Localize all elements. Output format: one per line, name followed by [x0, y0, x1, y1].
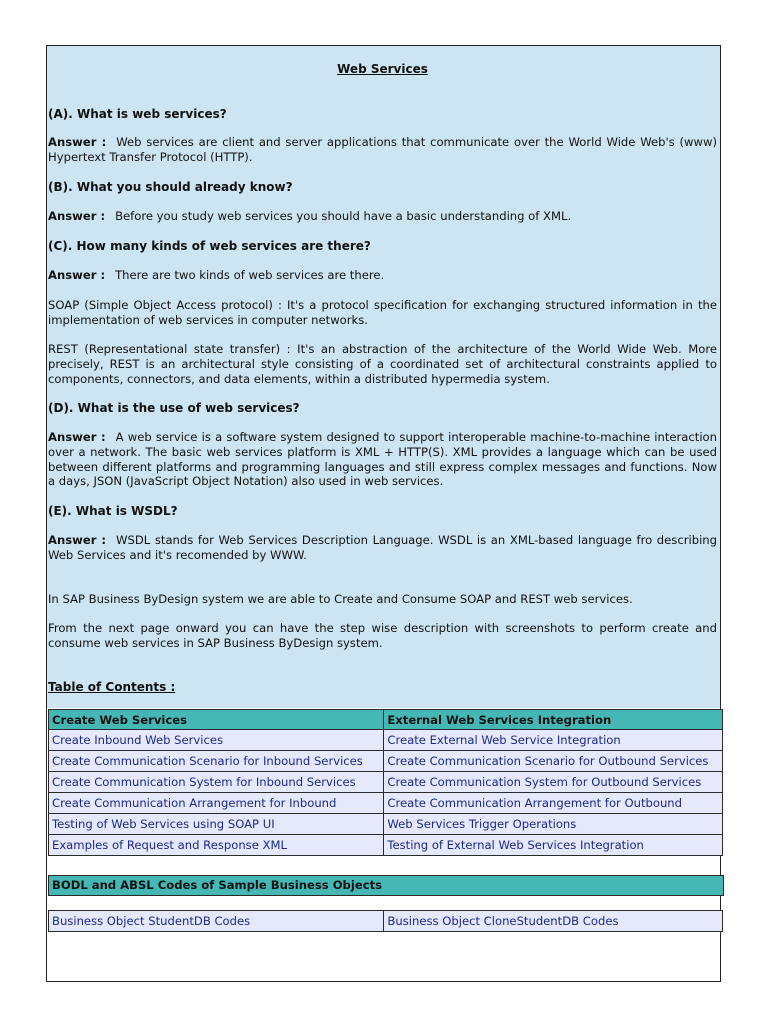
table-row — [49, 730, 723, 751]
toc-link[interactable]: Create Communication Scenario for Inbound Services — [49, 751, 384, 772]
toc-link[interactable]: Testing of External Web Services Integration — [384, 835, 723, 856]
question-b: (B). What you should already know? — [48, 180, 293, 194]
table-row — [49, 814, 723, 835]
toc-link[interactable]: Create Communication System for Inbound Services — [49, 772, 384, 793]
toc-link[interactable]: Create External Web Service Integration — [384, 730, 723, 751]
toc-link[interactable]: Create Inbound Web Services — [49, 730, 384, 751]
toc-link[interactable]: Testing of Web Services using SOAP UI — [49, 814, 384, 835]
question-e: (E). What is WSDL? — [48, 504, 178, 518]
toc-link[interactable]: Examples of Request and Response XML — [49, 835, 384, 856]
sap-line: In SAP Business ByDesign system we are able to Create and Consume SOAP and REST web services. — [48, 592, 633, 606]
answer-b — [48, 209, 717, 224]
toc-header-create: Create Web Services — [49, 710, 384, 730]
answer-a — [48, 135, 717, 165]
answer-text: WSDL stands for Web Services Description Language. WSDL is an XML-based language fro describing Web Services and it's recomended by WWW. — [48, 533, 717, 562]
table-row — [49, 772, 723, 793]
answer-d — [48, 430, 717, 489]
toc-header-external: External Web Services Integration — [384, 710, 723, 730]
next-page-note: From the next page onward you can have the step wise description with screenshots to perform create and consume web services in SAP Business ByDesign system. — [48, 621, 717, 650]
toc-header-row — [49, 710, 723, 730]
answer-label: Answer : — [48, 533, 107, 547]
toc-title: Table of Contents : — [48, 680, 176, 694]
question-d: (D). What is the use of web services? — [48, 401, 300, 415]
answer-label: Answer : — [48, 209, 106, 223]
toc-link[interactable]: Create Communication Arrangement for Inbound — [49, 793, 384, 814]
question-a: (A). What is web services? — [48, 107, 227, 121]
intro-panel — [47, 46, 720, 708]
answer-label: Answer : — [48, 268, 106, 282]
soap-description: SOAP (Simple Object Access protocol) : It's a protocol specification for exchanging structured information in the implementation of web services in computer networks. — [48, 298, 717, 327]
table-row — [49, 911, 723, 932]
answer-text: Before you study web services you should have a basic understanding of XML. — [115, 209, 572, 223]
answer-e — [48, 533, 717, 563]
question-c: (C). How many kinds of web services are there? — [48, 239, 371, 253]
bodl-link[interactable]: Business Object CloneStudentDB Codes — [384, 911, 723, 932]
toc-table — [48, 709, 723, 856]
table-row — [49, 751, 723, 772]
answer-label: Answer : — [48, 430, 106, 444]
toc-link[interactable]: Create Communication System for Outbound Services — [384, 772, 723, 793]
page-title: Web Services — [337, 62, 428, 76]
bodl-table — [48, 910, 723, 932]
bodl-link[interactable]: Business Object StudentDB Codes — [49, 911, 384, 932]
table-row — [49, 835, 723, 856]
rest-description: REST (Representational state transfer) : It's an abstraction of the architecture of the World Wide Web. More precisely, REST is an architectural style consisting of a coordinated set of architectural constraints applied to components, connectors, and data elements, within a distributed hypermedia system. — [48, 342, 717, 386]
answer-c — [48, 268, 717, 283]
bodl-header: BODL and ABSL Codes of Sample Business Objects — [48, 875, 724, 896]
toc-link[interactable]: Create Communication Arrangement for Outbound — [384, 793, 723, 814]
table-row — [49, 793, 723, 814]
toc-link[interactable]: Create Communication Scenario for Outbound Services — [384, 751, 723, 772]
answer-text: There are two kinds of web services are there. — [115, 268, 385, 282]
answer-label: Answer : — [48, 135, 107, 149]
answer-text: A web service is a software system designed to support interoperable machine-to-machine interaction over a network. The basic web services platform is XML + HTTP(S). XML provides a language which can be used between different platforms and programming languages and still express complex messages and functions. Now a days, JSON (JavaScript Object Notation) also used in web services. — [48, 430, 717, 489]
answer-text: Web services are client and server applications that communicate over the World Wide Web's (www) Hypertext Transfer Protocol (HTTP). — [48, 135, 717, 164]
document-sheet — [46, 45, 721, 982]
toc-link[interactable]: Web Services Trigger Operations — [384, 814, 723, 835]
